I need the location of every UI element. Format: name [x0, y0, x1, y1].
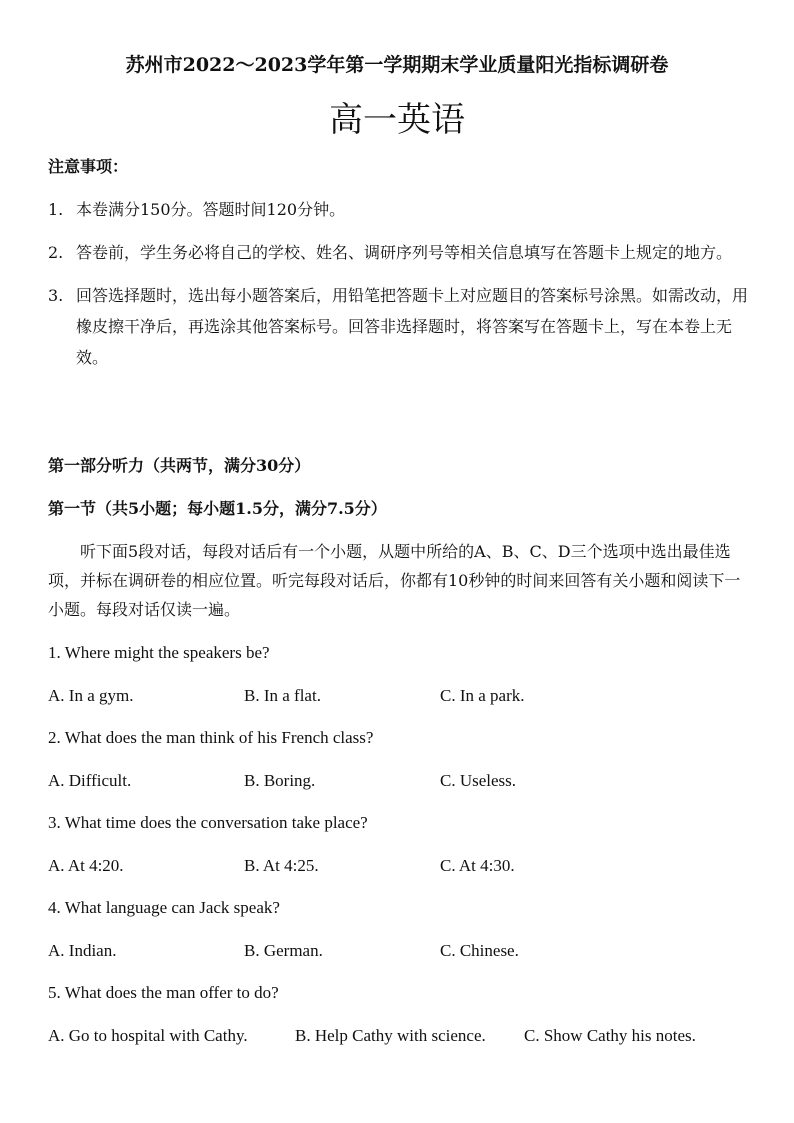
notice-item-text: 答卷前，学生务必将自己的学校、姓名、调研序列号等相关信息填写在答题卡上规定的地方。: [76, 243, 733, 262]
option-c: C. Useless.: [440, 771, 517, 790]
option-a: A. In a gym.: [48, 686, 134, 705]
option-c: C. Chinese.: [440, 941, 519, 960]
option-b: B. Boring.: [244, 771, 316, 790]
notice-item-text: 回答选择题时，选出每小题答案后，用铅笔把答题卡上对应题目的答案标号涂黑。如需改动，用橡皮擦干净后，再选涂其他答案标号。回答非选择题时，将答案写在答题卡上，写在本卷上无效。: [76, 286, 749, 367]
notice-item: [48, 280, 753, 373]
notice-item-text: 本卷满分150分。答题时间120分钟。: [76, 200, 346, 219]
notice-item-number: 1.: [48, 200, 64, 219]
option-c: C. Show Cathy his notes.: [524, 1026, 696, 1045]
notice-item-number: 2.: [48, 243, 64, 262]
option-b: B. German.: [244, 941, 323, 960]
option-row: [48, 853, 758, 895]
option-a: A. Difficult.: [48, 771, 132, 790]
section-instructions: 听下面5段对话，每段对话后有一个小题，从题中所给的A、B、C、D三个选项中选出最佳选项，并标在调研卷的相应位置。听完每段对话后，你都有10秒钟的时间来回答有关小题和阅读下一小题。每段对话仅读一遍。: [48, 542, 741, 619]
question-text: 3. What time does the conversation take place?: [48, 813, 368, 832]
notice-list: [48, 194, 753, 385]
question-list: [48, 640, 758, 1065]
option-a: A. At 4:20.: [48, 856, 124, 875]
question-text: 1. Where might the speakers be?: [48, 643, 270, 662]
exam-subject: 高一英语: [329, 100, 465, 140]
question-text: 5. What does the man offer to do?: [48, 983, 279, 1002]
question-text: 4. What language can Jack speak?: [48, 898, 280, 917]
notice-item-number: 3.: [48, 286, 64, 305]
option-b: B. In a flat.: [244, 686, 321, 705]
section-title: 第一节（共5小题；每小题1.5分，满分7.5分）: [48, 499, 387, 518]
option-row: [48, 1023, 758, 1065]
option-row: [48, 683, 758, 725]
option-row: [48, 768, 758, 810]
question-text: 2. What does the man think of his French class?: [48, 728, 374, 747]
option-b: B. Help Cathy with science.: [295, 1026, 486, 1045]
option-c: C. In a park.: [440, 686, 525, 705]
notice-item: [48, 194, 753, 225]
option-row: [48, 938, 758, 980]
option-b: B. At 4:25.: [244, 856, 319, 875]
part-title: 第一部分听力（共两节，满分30分）: [48, 456, 311, 475]
option-a: A. Go to hospital with Cathy.: [48, 1026, 248, 1045]
notice-heading: 注意事项：: [48, 157, 129, 176]
exam-title: 苏州市2022～2023学年第一学期期末学业质量阳光指标调研卷: [125, 54, 669, 76]
option-c: C. At 4:30.: [440, 856, 515, 875]
notice-item: [48, 237, 753, 268]
option-a: A. Indian.: [48, 941, 117, 960]
